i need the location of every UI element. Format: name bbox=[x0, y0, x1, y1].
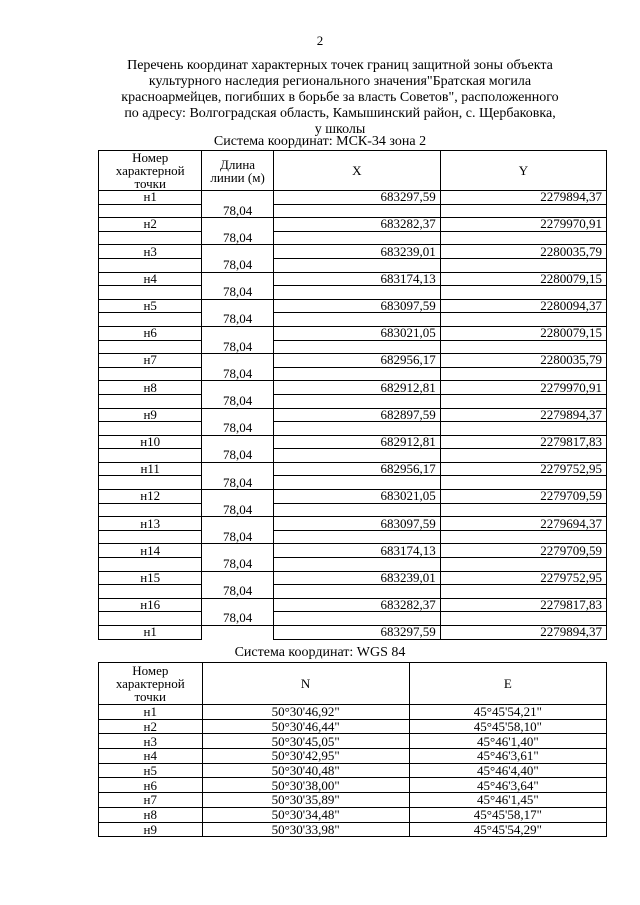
msk-table-body bbox=[99, 191, 607, 640]
latitude-cell: 50°30'46,92" bbox=[202, 705, 409, 720]
longitude-cell: 45°46'3,61" bbox=[409, 749, 606, 764]
point-number-cell: н4 bbox=[99, 272, 202, 286]
table-row bbox=[99, 822, 607, 837]
x-cell: 683297,59 bbox=[273, 191, 440, 205]
empty-cell bbox=[99, 503, 202, 517]
table-row bbox=[99, 272, 607, 286]
y-cell: 2279752,95 bbox=[440, 571, 606, 585]
length-cell: 78,04 bbox=[202, 612, 273, 626]
longitude-cell: 45°45'58,17" bbox=[409, 807, 606, 822]
length-cell: 78,04 bbox=[202, 503, 273, 517]
x-cell: 682912,81 bbox=[273, 435, 440, 449]
longitude-cell: 45°45'58,10" bbox=[409, 719, 606, 734]
table-row bbox=[99, 544, 607, 558]
table-row bbox=[99, 191, 607, 205]
length-row bbox=[99, 422, 607, 436]
x-cell: 683021,05 bbox=[273, 490, 440, 504]
empty-cell bbox=[99, 530, 202, 544]
table-row bbox=[99, 326, 607, 340]
y-cell: 2279894,37 bbox=[440, 408, 606, 422]
empty-cell bbox=[202, 626, 273, 640]
y-cell: 2279894,37 bbox=[440, 191, 606, 205]
length-row bbox=[99, 612, 607, 626]
wgs-table-caption: Система координат: WGS 84 bbox=[234, 645, 406, 660]
empty-cell bbox=[273, 503, 440, 517]
document-heading bbox=[100, 58, 580, 138]
col-header-y: Y bbox=[440, 151, 606, 191]
length-row bbox=[99, 258, 607, 272]
point-number-cell: н14 bbox=[99, 544, 202, 558]
table-row bbox=[99, 793, 607, 808]
y-cell: 2279970,91 bbox=[440, 381, 606, 395]
point-number-cell: н13 bbox=[99, 517, 202, 531]
col-header-length: Длина линии (м) bbox=[202, 151, 273, 191]
table-row bbox=[99, 299, 607, 313]
point-number-cell: н6 bbox=[99, 778, 203, 793]
point-number-cell: н16 bbox=[99, 598, 202, 612]
point-number-cell: н7 bbox=[99, 354, 202, 368]
point-number-cell: н9 bbox=[99, 408, 202, 422]
table-row bbox=[99, 749, 607, 764]
x-cell: 683282,37 bbox=[273, 598, 440, 612]
empty-cell bbox=[440, 394, 606, 408]
empty-cell bbox=[202, 462, 273, 476]
point-number-cell: н3 bbox=[99, 245, 202, 259]
length-cell: 78,04 bbox=[202, 558, 273, 572]
length-row bbox=[99, 367, 607, 381]
empty-cell bbox=[440, 503, 606, 517]
length-cell: 78,04 bbox=[202, 367, 273, 381]
point-number-cell: н10 bbox=[99, 435, 202, 449]
x-cell: 683282,37 bbox=[273, 218, 440, 232]
table-row bbox=[99, 517, 607, 531]
length-cell: 78,04 bbox=[202, 204, 273, 218]
point-number-cell: н5 bbox=[99, 299, 202, 313]
point-number-cell: н3 bbox=[99, 734, 203, 749]
point-number-cell: н5 bbox=[99, 763, 203, 778]
point-number-cell: н2 bbox=[99, 218, 202, 232]
length-row bbox=[99, 394, 607, 408]
table-row bbox=[99, 807, 607, 822]
empty-cell bbox=[99, 231, 202, 245]
table-row bbox=[99, 408, 607, 422]
empty-cell bbox=[202, 326, 273, 340]
col-header-x: X bbox=[273, 151, 440, 191]
y-cell: 2279709,59 bbox=[440, 490, 606, 504]
point-number-cell: н9 bbox=[99, 822, 203, 837]
table-row bbox=[99, 705, 607, 720]
latitude-cell: 50°30'38,00" bbox=[202, 778, 409, 793]
y-cell: 2280035,79 bbox=[440, 354, 606, 368]
heading-line: культурного наследия регионального значения"Братская могила bbox=[148, 74, 532, 89]
empty-cell bbox=[440, 231, 606, 245]
table-row bbox=[99, 462, 607, 476]
col-header-point: Номер характерной точки bbox=[99, 663, 203, 705]
length-cell: 78,04 bbox=[202, 340, 273, 354]
y-cell: 2279709,59 bbox=[440, 544, 606, 558]
y-cell: 2279817,83 bbox=[440, 598, 606, 612]
length-row bbox=[99, 476, 607, 490]
length-row bbox=[99, 313, 607, 327]
empty-cell bbox=[273, 231, 440, 245]
length-row bbox=[99, 558, 607, 572]
y-cell: 2280035,79 bbox=[440, 245, 606, 259]
table-row bbox=[99, 354, 607, 368]
table-row bbox=[99, 381, 607, 395]
y-cell: 2279894,37 bbox=[440, 626, 606, 640]
table-row bbox=[99, 734, 607, 749]
length-cell: 78,04 bbox=[202, 231, 273, 245]
length-row bbox=[99, 204, 607, 218]
length-row bbox=[99, 503, 607, 517]
length-cell: 78,04 bbox=[202, 394, 273, 408]
length-row bbox=[99, 530, 607, 544]
longitude-cell: 45°46'1,45" bbox=[409, 793, 606, 808]
longitude-cell: 45°46'3,64" bbox=[409, 778, 606, 793]
length-cell: 78,04 bbox=[202, 449, 273, 463]
heading-line: у школы bbox=[314, 122, 366, 137]
x-cell: 683174,13 bbox=[273, 272, 440, 286]
point-number-cell: н6 bbox=[99, 326, 202, 340]
length-row bbox=[99, 449, 607, 463]
table-header-row bbox=[99, 663, 607, 705]
latitude-cell: 50°30'34,48" bbox=[202, 807, 409, 822]
y-cell: 2280079,15 bbox=[440, 272, 606, 286]
table-row bbox=[99, 571, 607, 585]
x-cell: 682956,17 bbox=[273, 462, 440, 476]
point-number-cell: н8 bbox=[99, 807, 203, 822]
empty-cell bbox=[273, 367, 440, 381]
empty-cell bbox=[99, 394, 202, 408]
table-row bbox=[99, 763, 607, 778]
table-header-row bbox=[99, 151, 607, 191]
length-cell: 78,04 bbox=[202, 258, 273, 272]
y-cell: 2279694,37 bbox=[440, 517, 606, 531]
empty-cell bbox=[99, 367, 202, 381]
col-header-e: E bbox=[409, 663, 606, 705]
y-cell: 2279817,83 bbox=[440, 435, 606, 449]
heading-line: Перечень координат характерных точек границ защитной зоны объекта bbox=[127, 58, 553, 73]
empty-cell bbox=[273, 530, 440, 544]
heading-line: по адресу: Волгоградская область, Камышинский район, с. Щербаковка, bbox=[124, 106, 556, 121]
heading-line: красноармейцев, погибших в борьбе за власть Советов", расположенного bbox=[121, 90, 559, 105]
col-header-point: Номер характерной точки bbox=[99, 151, 202, 191]
x-cell: 683097,59 bbox=[273, 517, 440, 531]
x-cell: 683097,59 bbox=[273, 299, 440, 313]
table-row bbox=[99, 435, 607, 449]
longitude-cell: 45°46'4,40" bbox=[409, 763, 606, 778]
length-row bbox=[99, 286, 607, 300]
empty-cell bbox=[440, 530, 606, 544]
page-number: 2 bbox=[316, 33, 324, 48]
point-number-cell: н4 bbox=[99, 749, 203, 764]
length-cell: 78,04 bbox=[202, 585, 273, 599]
latitude-cell: 50°30'46,44" bbox=[202, 719, 409, 734]
latitude-cell: 50°30'35,89" bbox=[202, 793, 409, 808]
point-number-cell: н2 bbox=[99, 719, 203, 734]
point-number-cell: н1 bbox=[99, 705, 203, 720]
y-cell: 2279752,95 bbox=[440, 462, 606, 476]
length-row bbox=[99, 585, 607, 599]
table-row bbox=[99, 778, 607, 793]
x-cell: 683021,05 bbox=[273, 326, 440, 340]
point-number-cell: н15 bbox=[99, 571, 202, 585]
table-row bbox=[99, 719, 607, 734]
length-cell: 78,04 bbox=[202, 476, 273, 490]
x-cell: 682956,17 bbox=[273, 354, 440, 368]
y-cell: 2280079,15 bbox=[440, 326, 606, 340]
x-cell: 682912,81 bbox=[273, 381, 440, 395]
col-header-n: N bbox=[202, 663, 409, 705]
length-cell: 78,04 bbox=[202, 422, 273, 436]
length-row bbox=[99, 340, 607, 354]
table-row bbox=[99, 218, 607, 232]
x-cell: 683174,13 bbox=[273, 544, 440, 558]
latitude-cell: 50°30'40,48" bbox=[202, 763, 409, 778]
wgs-table-body bbox=[99, 705, 607, 837]
point-number-cell: н1 bbox=[99, 626, 202, 640]
msk-table-caption: Система координат: МСК-34 зона 2 bbox=[213, 134, 427, 149]
point-number-cell: н11 bbox=[99, 462, 202, 476]
wgs-coordinates-table bbox=[98, 662, 607, 837]
longitude-cell: 45°45'54,29" bbox=[409, 822, 606, 837]
point-number-cell: н7 bbox=[99, 793, 203, 808]
point-number-cell: н1 bbox=[99, 191, 202, 205]
point-number-cell: н8 bbox=[99, 381, 202, 395]
length-cell: 78,04 bbox=[202, 313, 273, 327]
y-cell: 2279970,91 bbox=[440, 218, 606, 232]
table-row bbox=[99, 490, 607, 504]
length-row bbox=[99, 231, 607, 245]
latitude-cell: 50°30'42,95" bbox=[202, 749, 409, 764]
table-row bbox=[99, 626, 607, 640]
point-number-cell: н12 bbox=[99, 490, 202, 504]
msk-coordinates-table bbox=[98, 150, 607, 640]
length-cell: 78,04 bbox=[202, 286, 273, 300]
empty-cell bbox=[440, 367, 606, 381]
length-cell: 78,04 bbox=[202, 530, 273, 544]
x-cell: 683239,01 bbox=[273, 245, 440, 259]
empty-cell bbox=[273, 394, 440, 408]
x-cell: 682897,59 bbox=[273, 408, 440, 422]
longitude-cell: 45°45'54,21" bbox=[409, 705, 606, 720]
x-cell: 683297,59 bbox=[273, 626, 440, 640]
x-cell: 683239,01 bbox=[273, 571, 440, 585]
y-cell: 2280094,37 bbox=[440, 299, 606, 313]
latitude-cell: 50°30'45,05" bbox=[202, 734, 409, 749]
table-row bbox=[99, 598, 607, 612]
longitude-cell: 45°46'1,40" bbox=[409, 734, 606, 749]
latitude-cell: 50°30'33,98" bbox=[202, 822, 409, 837]
table-row bbox=[99, 245, 607, 259]
